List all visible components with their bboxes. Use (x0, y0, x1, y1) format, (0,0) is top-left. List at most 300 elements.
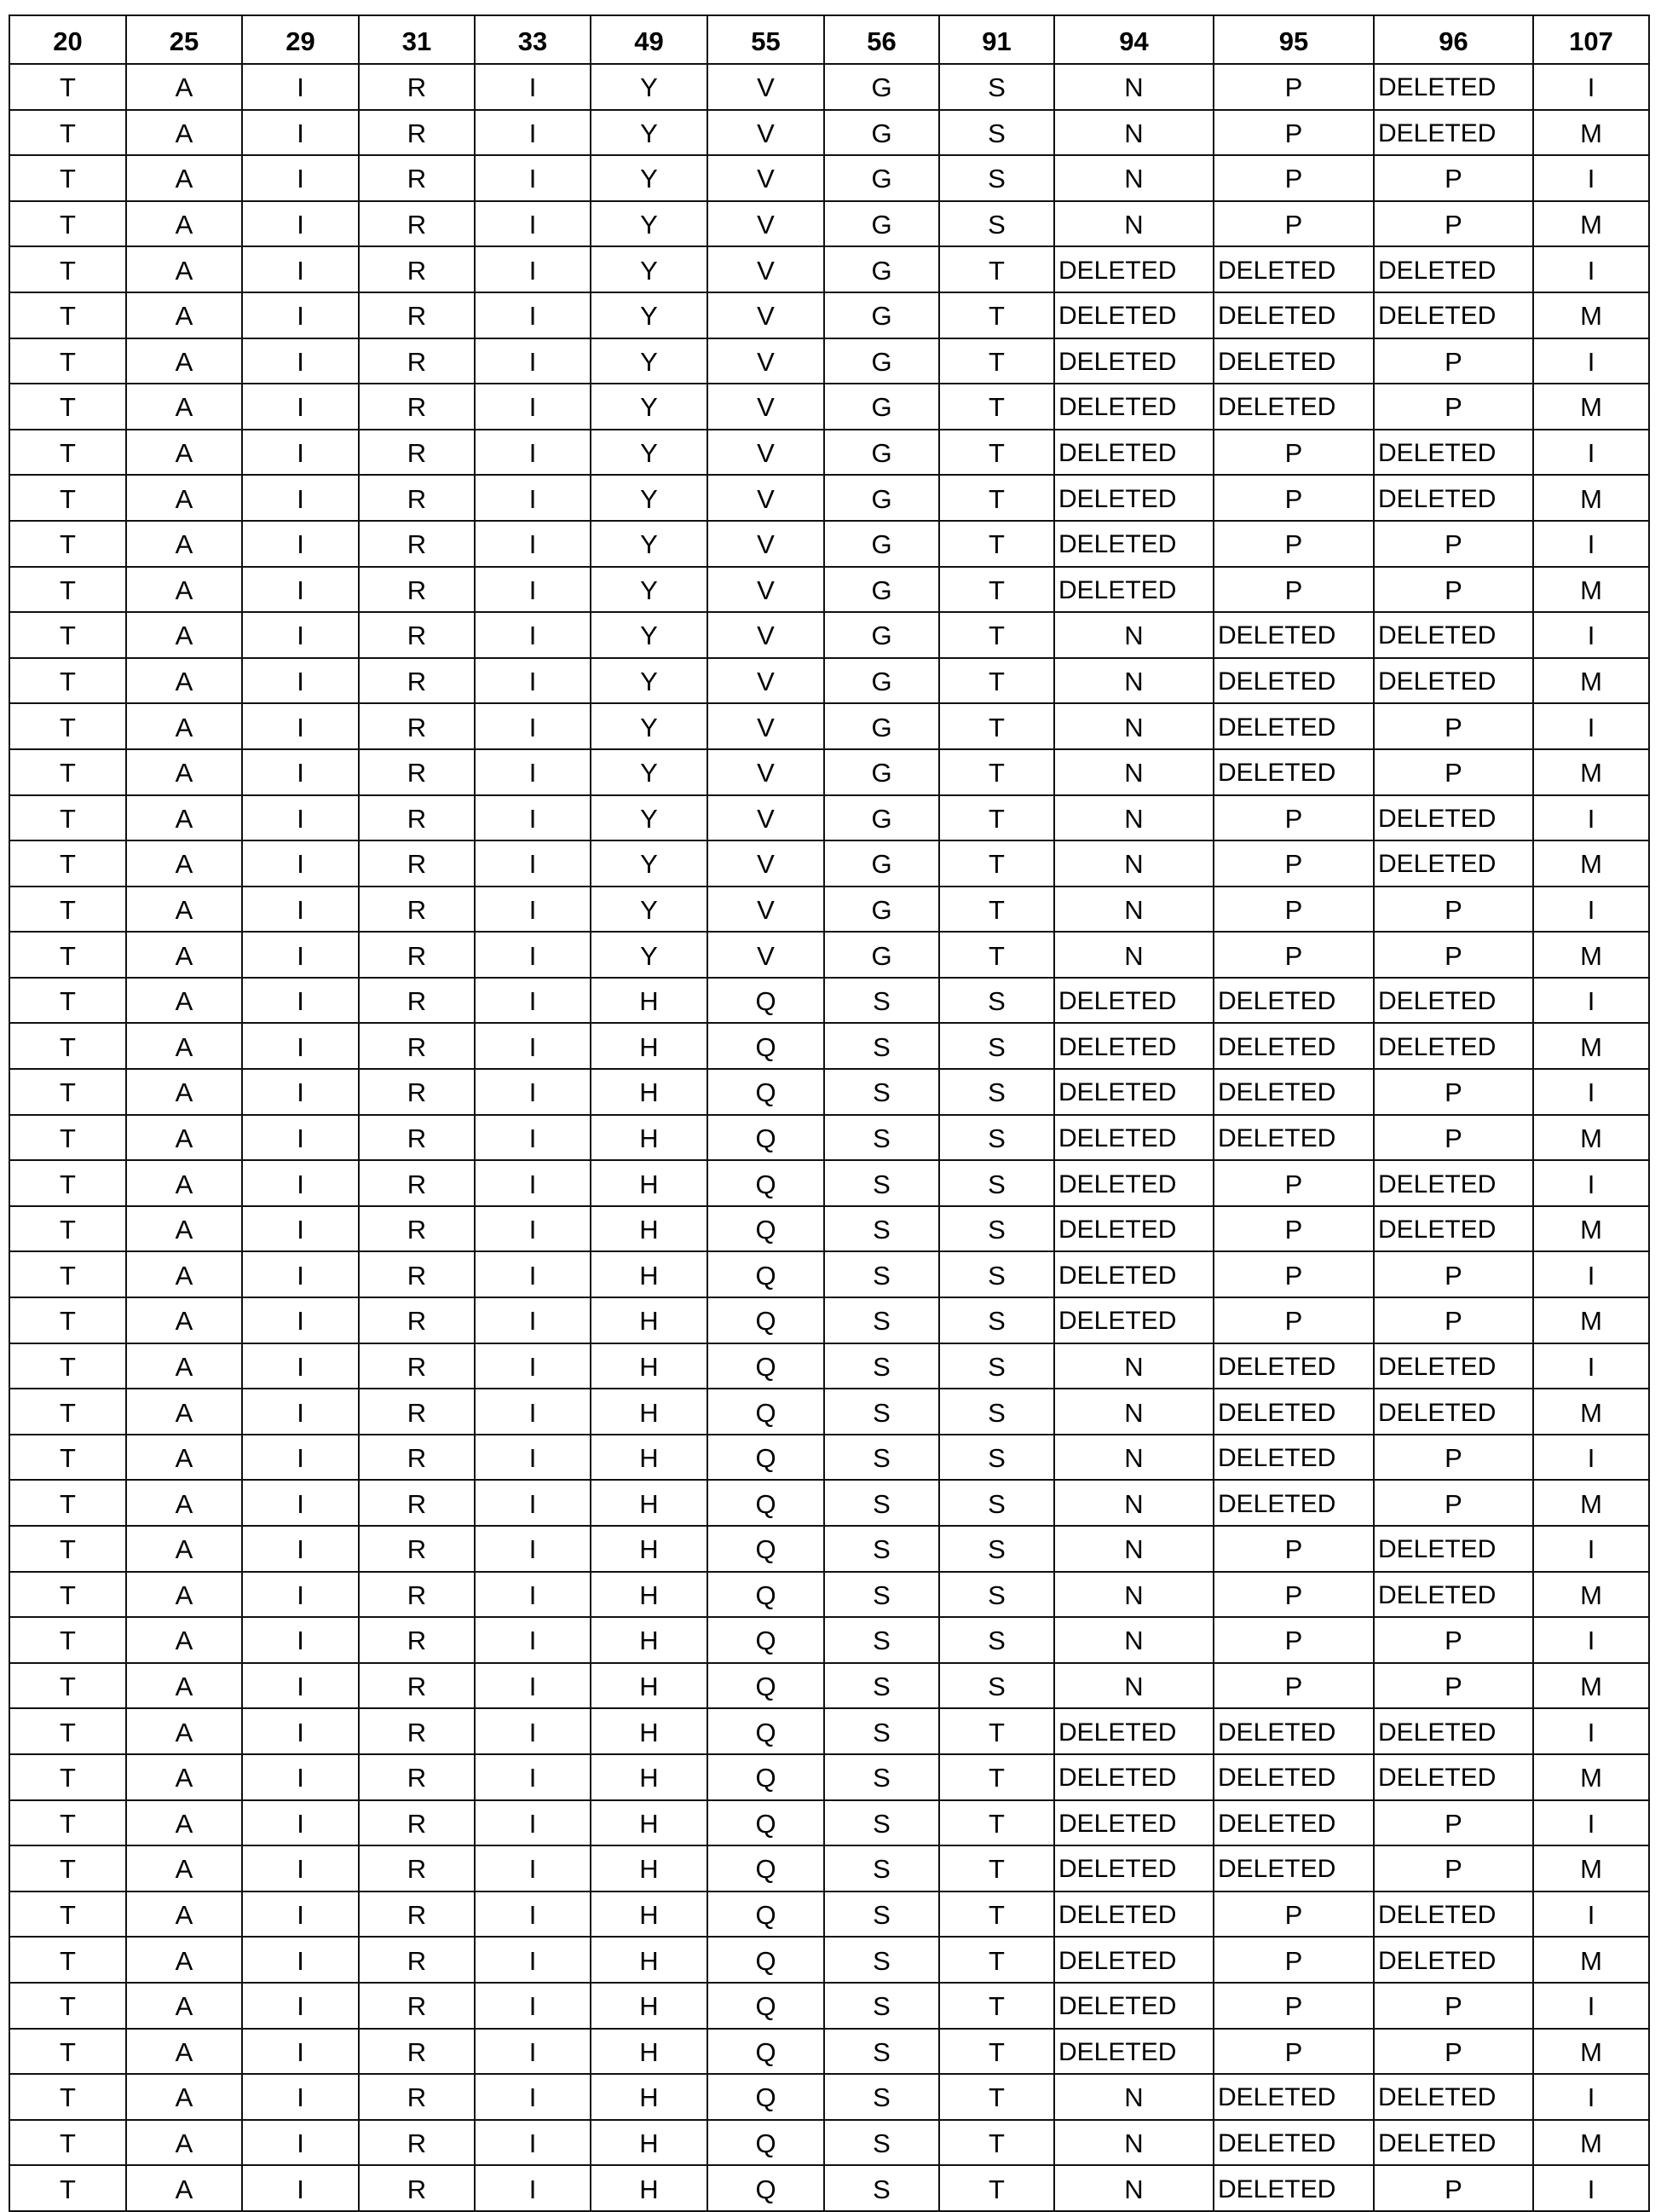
residue-cell: DELETED (1214, 1800, 1374, 1846)
residue-cell: I (1533, 703, 1649, 749)
residue-cell: A (126, 978, 242, 1024)
residue-cell: I (242, 2029, 359, 2075)
residue-cell: I (1533, 795, 1649, 841)
residue-cell: S (939, 1023, 1054, 1069)
residue-cell: A (126, 1160, 242, 1206)
residue-cell: T (9, 1115, 126, 1161)
residue-cell: A (126, 2165, 242, 2211)
residue-cell: DELETED (1054, 1845, 1214, 1891)
residue-cell: T (939, 2120, 1054, 2166)
residue-cell: I (242, 1800, 359, 1846)
residue-cell: DELETED (1214, 1115, 1374, 1161)
residue-cell: H (591, 1800, 707, 1846)
residue-cell: I (475, 1480, 591, 1526)
residue-cell: I (242, 612, 359, 658)
residue-cell: M (1533, 840, 1649, 887)
residue-cell: P (1214, 1206, 1374, 1252)
residue-cell: A (126, 521, 242, 567)
residue-cell: T (939, 1937, 1054, 1983)
residue-cell: A (126, 384, 242, 430)
residue-cell: DELETED (1054, 567, 1214, 613)
residue-cell: DELETED (1054, 1937, 1214, 1983)
table-row (9, 1526, 1649, 1572)
residue-cell: M (1533, 1389, 1649, 1435)
residue-cell: R (359, 1480, 475, 1526)
residue-cell: DELETED (1214, 2120, 1374, 2166)
table-row (9, 64, 1649, 110)
table-row (9, 521, 1649, 567)
residue-cell: H (591, 1754, 707, 1800)
column-header-position: 25 (126, 15, 242, 64)
residue-cell: I (242, 1708, 359, 1754)
residue-cell: I (475, 201, 591, 247)
residue-cell: I (475, 1069, 591, 1115)
residue-cell: I (1533, 1708, 1649, 1754)
residue-cell: T (939, 703, 1054, 749)
residue-cell: DELETED (1374, 840, 1533, 887)
residue-cell: DELETED (1214, 749, 1374, 795)
residue-cell: N (1054, 612, 1214, 658)
residue-cell: I (475, 978, 591, 1024)
residue-cell: Q (707, 1572, 824, 1618)
residue-cell: Q (707, 1023, 824, 1069)
residue-cell: R (359, 1845, 475, 1891)
residue-cell: A (126, 1754, 242, 1800)
residue-cell: A (126, 1206, 242, 1252)
residue-cell: G (824, 567, 939, 613)
column-header-position: 49 (591, 15, 707, 64)
residue-cell: I (242, 1754, 359, 1800)
residue-cell: S (824, 1389, 939, 1435)
table-row (9, 1480, 1649, 1526)
residue-cell: T (9, 612, 126, 658)
residue-cell: I (242, 1343, 359, 1389)
residue-cell: H (591, 1206, 707, 1252)
residue-cell: S (824, 1023, 939, 1069)
residue-cell: P (1214, 1526, 1374, 1572)
residue-cell: DELETED (1054, 384, 1214, 430)
residue-cell: I (242, 155, 359, 201)
residue-cell: S (824, 2029, 939, 2075)
residue-cell: A (126, 2120, 242, 2166)
residue-cell: M (1533, 110, 1649, 156)
residue-cell: V (707, 612, 824, 658)
residue-cell: H (591, 1617, 707, 1663)
residue-cell: I (242, 1251, 359, 1297)
residue-cell: T (9, 64, 126, 110)
residue-cell: Y (591, 430, 707, 476)
residue-cell: A (126, 703, 242, 749)
residue-cell: T (9, 430, 126, 476)
table-row (9, 1572, 1649, 1618)
residue-cell: V (707, 110, 824, 156)
residue-cell: T (9, 110, 126, 156)
residue-cell: V (707, 658, 824, 704)
residue-cell: T (9, 292, 126, 338)
residue-cell: M (1533, 1480, 1649, 1526)
residue-cell: T (9, 703, 126, 749)
residue-cell: R (359, 1023, 475, 1069)
residue-cell: T (939, 1708, 1054, 1754)
residue-cell: T (939, 338, 1054, 384)
residue-cell: V (707, 795, 824, 841)
residue-cell: S (939, 1526, 1054, 1572)
residue-cell: T (9, 567, 126, 613)
residue-cell: T (939, 658, 1054, 704)
table-row (9, 1435, 1649, 1481)
residue-cell: H (591, 1069, 707, 1115)
residue-cell: S (939, 978, 1054, 1024)
residue-cell: R (359, 1572, 475, 1618)
residue-cell: I (475, 1023, 591, 1069)
residue-cell: I (475, 1389, 591, 1435)
residue-cell: V (707, 932, 824, 978)
residue-cell: DELETED (1374, 110, 1533, 156)
residue-cell: T (9, 1206, 126, 1252)
residue-cell: G (824, 338, 939, 384)
residue-cell: A (126, 1617, 242, 1663)
residue-cell: R (359, 1069, 475, 1115)
residue-cell: I (475, 2120, 591, 2166)
residue-cell: I (475, 1800, 591, 1846)
residue-cell: Q (707, 1617, 824, 1663)
residue-cell: T (939, 840, 1054, 887)
residue-cell: N (1054, 1343, 1214, 1389)
residue-cell: I (242, 658, 359, 704)
residue-cell: I (475, 658, 591, 704)
residue-cell: H (591, 1891, 707, 1938)
residue-cell: DELETED (1214, 384, 1374, 430)
residue-cell: Y (591, 292, 707, 338)
residue-cell: R (359, 567, 475, 613)
residue-cell: T (939, 795, 1054, 841)
residue-cell: I (242, 110, 359, 156)
residue-cell: DELETED (1054, 1708, 1214, 1754)
residue-cell: P (1214, 1251, 1374, 1297)
table-row (9, 430, 1649, 476)
residue-cell: I (242, 1297, 359, 1343)
residue-cell: DELETED (1054, 292, 1214, 338)
residue-cell: T (9, 1617, 126, 1663)
residue-cell: T (9, 1435, 126, 1481)
residue-cell: DELETED (1054, 2029, 1214, 2075)
table-row (9, 703, 1649, 749)
residue-cell: I (475, 338, 591, 384)
residue-cell: P (1214, 1983, 1374, 2029)
residue-cell: I (475, 1160, 591, 1206)
residue-cell: DELETED (1214, 1069, 1374, 1115)
residue-cell: T (939, 567, 1054, 613)
residue-cell: S (824, 1983, 939, 2029)
residue-cell: T (9, 1251, 126, 1297)
residue-cell: G (824, 795, 939, 841)
residue-cell: I (242, 475, 359, 521)
table-row (9, 795, 1649, 841)
column-header-position: 20 (9, 15, 126, 64)
residue-cell: N (1054, 658, 1214, 704)
residue-cell: R (359, 338, 475, 384)
residue-cell: H (591, 1023, 707, 1069)
residue-cell: DELETED (1054, 978, 1214, 1024)
residue-cell: DELETED (1374, 1206, 1533, 1252)
residue-cell: DELETED (1374, 658, 1533, 704)
residue-cell: A (126, 658, 242, 704)
residue-cell: P (1374, 1617, 1533, 1663)
residue-cell: T (9, 2165, 126, 2211)
residue-cell: T (9, 2074, 126, 2120)
residue-cell: P (1374, 1800, 1533, 1846)
residue-cell: R (359, 2120, 475, 2166)
residue-cell: P (1214, 521, 1374, 567)
table-row (9, 384, 1649, 430)
residue-cell: S (824, 1115, 939, 1161)
residue-cell: I (242, 64, 359, 110)
residue-cell: R (359, 475, 475, 521)
residue-cell: T (9, 795, 126, 841)
residue-cell: T (939, 1983, 1054, 2029)
residue-cell: R (359, 292, 475, 338)
residue-cell: S (824, 1206, 939, 1252)
residue-cell: R (359, 1708, 475, 1754)
residue-cell: H (591, 2120, 707, 2166)
residue-cell: I (242, 2165, 359, 2211)
residue-cell: M (1533, 749, 1649, 795)
residue-cell: I (475, 1983, 591, 2029)
residue-cell: DELETED (1054, 338, 1214, 384)
residue-cell: S (824, 1708, 939, 1754)
residue-cell: I (475, 2074, 591, 2120)
residue-cell: Q (707, 1160, 824, 1206)
residue-cell: Q (707, 1754, 824, 1800)
residue-cell: I (475, 430, 591, 476)
residue-cell: A (126, 567, 242, 613)
residue-cell: I (475, 1343, 591, 1389)
residue-cell: I (242, 1115, 359, 1161)
residue-cell: N (1054, 749, 1214, 795)
residue-cell: T (9, 1937, 126, 1983)
residue-cell: Y (591, 384, 707, 430)
residue-cell: P (1214, 155, 1374, 201)
residue-cell: I (1533, 612, 1649, 658)
table-row (9, 292, 1649, 338)
residue-cell: DELETED (1214, 338, 1374, 384)
column-header-position: 96 (1374, 15, 1533, 64)
residue-cell: M (1533, 567, 1649, 613)
residue-cell: V (707, 703, 824, 749)
residue-cell: H (591, 1526, 707, 1572)
residue-cell: DELETED (1214, 703, 1374, 749)
residue-cell: Q (707, 1115, 824, 1161)
residue-cell: S (939, 1115, 1054, 1161)
residue-cell: Q (707, 1708, 824, 1754)
residue-cell: I (475, 155, 591, 201)
residue-cell: P (1214, 1160, 1374, 1206)
residue-cell: M (1533, 1206, 1649, 1252)
residue-cell: DELETED (1054, 1754, 1214, 1800)
table-row (9, 338, 1649, 384)
residue-cell: M (1533, 1663, 1649, 1709)
table-row (9, 1617, 1649, 1663)
residue-cell: R (359, 1389, 475, 1435)
residue-cell: T (939, 1845, 1054, 1891)
residue-cell: I (242, 1572, 359, 1618)
residue-cell: Q (707, 1891, 824, 1938)
residue-cell: P (1214, 932, 1374, 978)
residue-cell: T (9, 932, 126, 978)
residue-cell: I (242, 749, 359, 795)
residue-cell: T (9, 246, 126, 292)
residue-cell: P (1374, 1297, 1533, 1343)
residue-cell: I (242, 1480, 359, 1526)
residue-cell: N (1054, 2120, 1214, 2166)
residue-cell: N (1054, 703, 1214, 749)
residue-cell: N (1054, 64, 1214, 110)
residue-cell: N (1054, 1526, 1214, 1572)
residue-cell: R (359, 201, 475, 247)
table-row (9, 978, 1649, 1024)
residue-cell: N (1054, 840, 1214, 887)
residue-cell: M (1533, 2029, 1649, 2075)
residue-cell: I (242, 338, 359, 384)
residue-cell: T (939, 2029, 1054, 2075)
residue-cell: G (824, 887, 939, 933)
table-row (9, 1937, 1649, 1983)
residue-cell: P (1374, 155, 1533, 201)
residue-cell: I (475, 521, 591, 567)
table-row (9, 1023, 1649, 1069)
residue-cell: I (1533, 978, 1649, 1024)
residue-cell: A (126, 1297, 242, 1343)
residue-cell: A (126, 110, 242, 156)
residue-cell: DELETED (1374, 1023, 1533, 1069)
residue-cell: P (1374, 1115, 1533, 1161)
residue-cell: A (126, 2029, 242, 2075)
residue-cell: I (242, 1069, 359, 1115)
table-row (9, 2165, 1649, 2211)
residue-cell: H (591, 1389, 707, 1435)
residue-cell: Y (591, 475, 707, 521)
residue-cell: P (1214, 2029, 1374, 2075)
residue-cell: H (591, 2029, 707, 2075)
table-row (9, 1891, 1649, 1938)
residue-cell: S (939, 1069, 1054, 1115)
residue-cell: T (9, 1754, 126, 1800)
residue-cell: N (1054, 932, 1214, 978)
residue-cell: T (939, 749, 1054, 795)
residue-cell: Y (591, 658, 707, 704)
residue-cell: R (359, 1435, 475, 1481)
residue-cell: Y (591, 749, 707, 795)
residue-cell: Y (591, 887, 707, 933)
residue-cell: R (359, 1663, 475, 1709)
table-row (9, 932, 1649, 978)
residue-cell: S (939, 1206, 1054, 1252)
residue-cell: I (475, 1617, 591, 1663)
residue-cell: Q (707, 1526, 824, 1572)
residue-cell: P (1214, 430, 1374, 476)
table-row (9, 658, 1649, 704)
residue-cell: Q (707, 2074, 824, 2120)
residue-cell: S (939, 1663, 1054, 1709)
residue-cell: DELETED (1374, 2120, 1533, 2166)
residue-cell: R (359, 612, 475, 658)
residue-cell: DELETED (1054, 1800, 1214, 1846)
table-row (9, 887, 1649, 933)
residue-cell: Q (707, 1480, 824, 1526)
residue-cell: A (126, 1435, 242, 1481)
residue-cell: A (126, 1343, 242, 1389)
residue-cell: P (1374, 703, 1533, 749)
residue-cell: A (126, 795, 242, 841)
residue-cell: DELETED (1374, 1343, 1533, 1389)
residue-cell: P (1374, 1480, 1533, 1526)
residue-cell: I (1533, 64, 1649, 110)
residue-cell: P (1214, 1617, 1374, 1663)
residue-cell: Y (591, 521, 707, 567)
residue-cell: I (475, 2029, 591, 2075)
residue-cell: T (9, 1297, 126, 1343)
residue-cell: I (475, 1572, 591, 1618)
residue-cell: I (1533, 2165, 1649, 2211)
residue-cell: I (242, 1983, 359, 2029)
residue-cell: A (126, 887, 242, 933)
residue-cell: A (126, 246, 242, 292)
residue-cell: N (1054, 887, 1214, 933)
table-row (9, 1754, 1649, 1800)
residue-cell: A (126, 475, 242, 521)
residue-cell: T (9, 978, 126, 1024)
residue-cell: P (1214, 475, 1374, 521)
residue-cell: H (591, 2074, 707, 2120)
residue-cell: A (126, 1526, 242, 1572)
residue-cell: I (242, 2120, 359, 2166)
residue-cell: T (939, 292, 1054, 338)
residue-cell: T (939, 612, 1054, 658)
residue-cell: T (939, 384, 1054, 430)
residue-cell: H (591, 1572, 707, 1618)
residue-cell: I (475, 475, 591, 521)
residue-cell: V (707, 749, 824, 795)
table-row (9, 1845, 1649, 1891)
residue-cell: I (475, 612, 591, 658)
residue-cell: DELETED (1054, 1023, 1214, 1069)
residue-cell: I (475, 1206, 591, 1252)
residue-cell: T (9, 1343, 126, 1389)
column-header-position: 31 (359, 15, 475, 64)
residue-cell: G (824, 703, 939, 749)
residue-cell: P (1374, 1983, 1533, 2029)
residue-cell: I (475, 1251, 591, 1297)
residue-cell: Y (591, 201, 707, 247)
residue-cell: DELETED (1054, 1069, 1214, 1115)
residue-cell: V (707, 246, 824, 292)
column-header-position: 55 (707, 15, 824, 64)
residue-cell: M (1533, 1937, 1649, 1983)
residue-cell: I (242, 978, 359, 1024)
residue-cell: S (824, 1617, 939, 1663)
residue-cell: G (824, 749, 939, 795)
residue-cell: R (359, 384, 475, 430)
residue-cell: Q (707, 2029, 824, 2075)
residue-cell: I (475, 1526, 591, 1572)
table-row (9, 567, 1649, 613)
residue-cell: T (9, 155, 126, 201)
residue-cell: P (1374, 201, 1533, 247)
residue-cell: I (475, 292, 591, 338)
residue-cell: Q (707, 1663, 824, 1709)
residue-cell: S (824, 1663, 939, 1709)
residue-cell: I (242, 703, 359, 749)
